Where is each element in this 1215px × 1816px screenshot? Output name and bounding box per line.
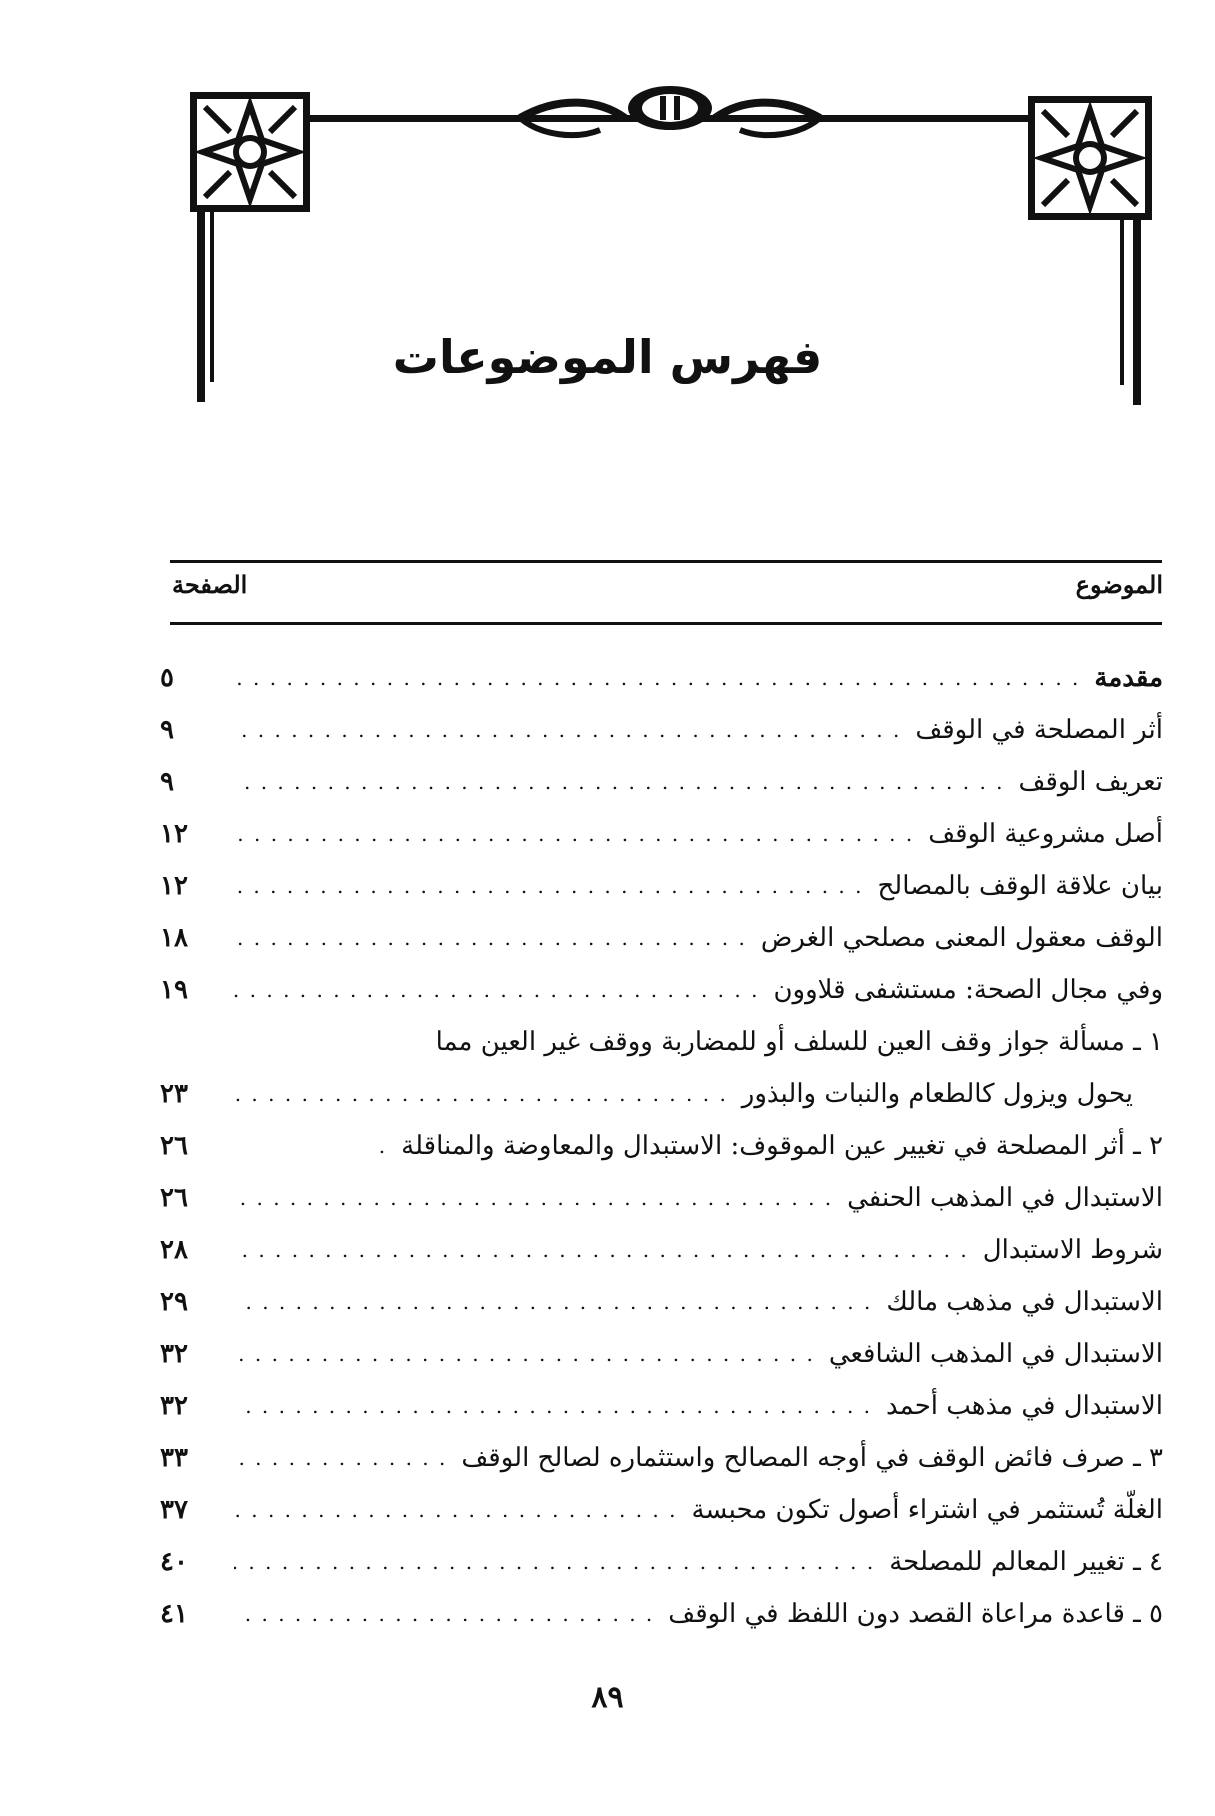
toc-row (160, 1068, 1163, 1120)
toc-entry-text: الاستبدال في المذهب الشافعي (828, 1339, 1163, 1369)
toc-row (160, 1016, 1163, 1068)
leader-dots (234, 1604, 654, 1624)
toc-entry-text: يحول ويزول كالطعام والنبات والبذور (741, 1079, 1133, 1109)
toc-entry-text: الاستبدال في مذهب أحمد (886, 1391, 1163, 1421)
page-number: ٨٩ (591, 1680, 624, 1715)
toc-row (160, 1432, 1163, 1484)
leader-dots (234, 1396, 872, 1416)
leader-dots (234, 1240, 969, 1260)
toc-row (160, 964, 1163, 1016)
toc-entry-text: ٣ ـ صرف فائض الوقف في أوجه المصالح واستثماره لصالح الوقف (461, 1443, 1163, 1473)
toc-page-number: ٣٣ (160, 1443, 188, 1473)
toc-row (160, 756, 1163, 808)
toc-entry-text: الغلّة تُستثمر في اشتراء أصول تكون محبسة (691, 1495, 1163, 1525)
leader-dots (234, 1552, 875, 1572)
toc-row (160, 860, 1163, 912)
toc-entry-text: الوقف معقول المعنى مصلحي الغرض (760, 923, 1163, 953)
toc-page-number: ٢٦ (160, 1131, 188, 1161)
toc-entry-text: وفي مجال الصحة: مستشفى قلاوون (773, 975, 1163, 1005)
leader-dots (234, 1188, 833, 1208)
toc-page-number: ٢٣ (160, 1079, 188, 1109)
table-top-rule (170, 560, 1162, 563)
table-bottom-rule (170, 622, 1162, 625)
leader-dots (234, 1500, 677, 1520)
toc-row (160, 1328, 1163, 1380)
leader-dots (234, 928, 747, 948)
toc-page-number: ١٩ (160, 975, 188, 1005)
toc-page-number: ٤١ (160, 1599, 188, 1629)
toc-row (160, 912, 1163, 964)
toc-page-number: ٢٩ (160, 1287, 188, 1317)
toc-entry-text: شروط الاستبدال (982, 1235, 1163, 1265)
toc-page-number: ٩ (160, 715, 174, 745)
leader-dots (367, 1136, 387, 1156)
toc-page-number: ٣٧ (160, 1495, 188, 1525)
leader-dots (234, 720, 901, 740)
toc-entry-text: الاستبدال في المذهب الحنفي (847, 1183, 1163, 1213)
toc-row (160, 1588, 1163, 1640)
toc-entry-text: أصل مشروعية الوقف (928, 819, 1163, 849)
toc-page-number: ١٢ (160, 819, 188, 849)
leader-dots (234, 980, 759, 1000)
leader-dots (234, 1448, 447, 1468)
toc-page-number: ٢٦ (160, 1183, 188, 1213)
toc-entry-text: الاستبدال في مذهب مالك (886, 1287, 1163, 1317)
toc-entry-text: مقدمة (1094, 663, 1163, 693)
toc-entry-text: أثر المصلحة في الوقف (915, 715, 1163, 745)
leader-dots (234, 1344, 815, 1364)
leader-dots (234, 1084, 728, 1104)
toc-entry-text: ٤ ـ تغيير المعالم للمصلحة (889, 1547, 1163, 1577)
toc-row (160, 1380, 1163, 1432)
toc-page-number: ٣٢ (160, 1391, 188, 1421)
toc-row (160, 808, 1163, 860)
page-title: فهرس الموضوعات (392, 330, 823, 384)
leader-dots (234, 1292, 872, 1312)
toc-page-number: ١٨ (160, 923, 188, 953)
toc-page-number: ٩ (160, 767, 174, 797)
page-column-header: الصفحة (172, 570, 248, 599)
toc-row (160, 704, 1163, 756)
toc-page-number: ٢٨ (160, 1235, 188, 1265)
toc-entry-text: بيان علاقة الوقف بالمصالح (877, 871, 1163, 901)
toc-entry-text: ٢ ـ أثر المصلحة في تغيير عين الموقوف: الاستبدال والمعاوضة والمناقلة (401, 1131, 1163, 1161)
topic-column-header: الموضوع (1075, 570, 1163, 599)
toc-row (160, 1224, 1163, 1276)
toc-row (160, 1536, 1163, 1588)
leader-dots (234, 824, 914, 844)
toc-entry-text: ٥ ـ قاعدة مراعاة القصد دون اللفظ في الوقف (668, 1599, 1163, 1629)
toc-page-number: ٥ (160, 663, 174, 693)
toc-row (160, 1120, 1163, 1172)
toc-row (160, 1276, 1163, 1328)
toc-row (160, 1172, 1163, 1224)
toc-entry-text: تعريف الوقف (1018, 767, 1163, 797)
toc-entry-text: ١ ـ مسألة جواز وقف العين للسلف أو للمضاربة ووقف غير العين مما (435, 1027, 1163, 1057)
toc-row (160, 1484, 1163, 1536)
toc-page-number: ٣٢ (160, 1339, 188, 1369)
leader-dots (234, 772, 1005, 792)
toc-row (160, 652, 1163, 704)
toc-page-number: ١٢ (160, 871, 188, 901)
leader-dots (234, 876, 864, 896)
table-of-contents (160, 652, 1163, 1640)
toc-page-number: ٤٠ (160, 1547, 188, 1577)
leader-dots (234, 668, 1080, 688)
